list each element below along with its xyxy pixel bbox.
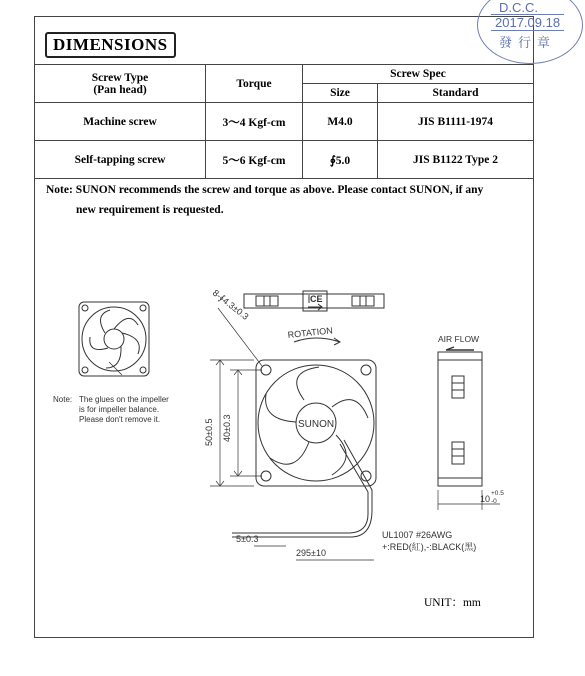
side-view [438, 347, 500, 510]
fan-drawing [34, 270, 534, 570]
table-row [35, 141, 534, 179]
stamp-date: 2017.09.18 [491, 14, 564, 31]
table-row [35, 103, 534, 141]
dim-strip: 5±0.3 [236, 534, 259, 544]
header-size: Size [303, 84, 378, 103]
screw-spec-table [34, 64, 534, 179]
screw-note [46, 180, 526, 220]
dim-depth-tol2: -0 [491, 498, 497, 505]
header-standard: Standard [378, 84, 534, 103]
stamp-line1: D.C.C. [499, 0, 538, 15]
note-line1: Note: SUNON recommends the screw and torque as above. Please contact SUNON, if any [46, 184, 484, 196]
dim-depth-tol: +0.5 [491, 490, 504, 497]
wire-spec: UL1007 #26AWG [382, 530, 453, 540]
cell-size: ∮5.0 [303, 141, 378, 179]
cell-torque: 5～6 Kgf-cm [206, 141, 303, 179]
header-screw-type-sub: (Pan head) [93, 83, 147, 96]
ce-mark: CE [310, 294, 323, 304]
cell-size: M4.0 [303, 103, 378, 141]
header-screw-type-label: Screw Type [91, 71, 149, 84]
header-torque: Torque [206, 65, 303, 103]
page-title: DIMENSIONS [45, 32, 176, 58]
stamp-line3: 發行章 [499, 36, 557, 51]
unit-label: UNIT：mm [424, 597, 481, 609]
dim-depth: 10 [480, 494, 491, 504]
dcc-stamp [477, 0, 585, 66]
rotation-label: ROTATION [287, 325, 334, 340]
impeller-note-line: is for impeller balance. [79, 405, 160, 414]
cell-standard: JIS B1111-1974 [378, 103, 534, 141]
header-screw-spec: Screw Spec [303, 65, 534, 84]
note-line2: new requirement is requested. [76, 204, 224, 216]
brand-label: SUNON [298, 419, 335, 430]
impeller-note-line: Please don't remove it. [79, 415, 161, 424]
wire-colors: +:RED(紅),-:BLACK(黑) [382, 542, 477, 552]
dim-outer: 50±0.5 [204, 418, 214, 446]
dim-cable: 295±10 [296, 548, 326, 558]
header-screw-type [35, 65, 206, 103]
cell-screw-type: Machine screw [35, 103, 206, 141]
impeller-note-lead: Note: [53, 395, 73, 404]
cell-screw-type: Self-tapping screw [35, 141, 206, 179]
airflow-label: AIR FLOW [438, 334, 480, 344]
main-fan-view [210, 308, 376, 560]
hole-dimension: 8-∮4.3±0.3 [210, 287, 251, 322]
impeller-note-line: The glues on the impeller [79, 395, 169, 404]
small-fan-view [79, 302, 149, 376]
cell-standard: JIS B1122 Type 2 [378, 141, 534, 179]
cell-torque: 3～4 Kgf-cm [206, 103, 303, 141]
dim-inner: 40±0.3 [222, 414, 232, 442]
